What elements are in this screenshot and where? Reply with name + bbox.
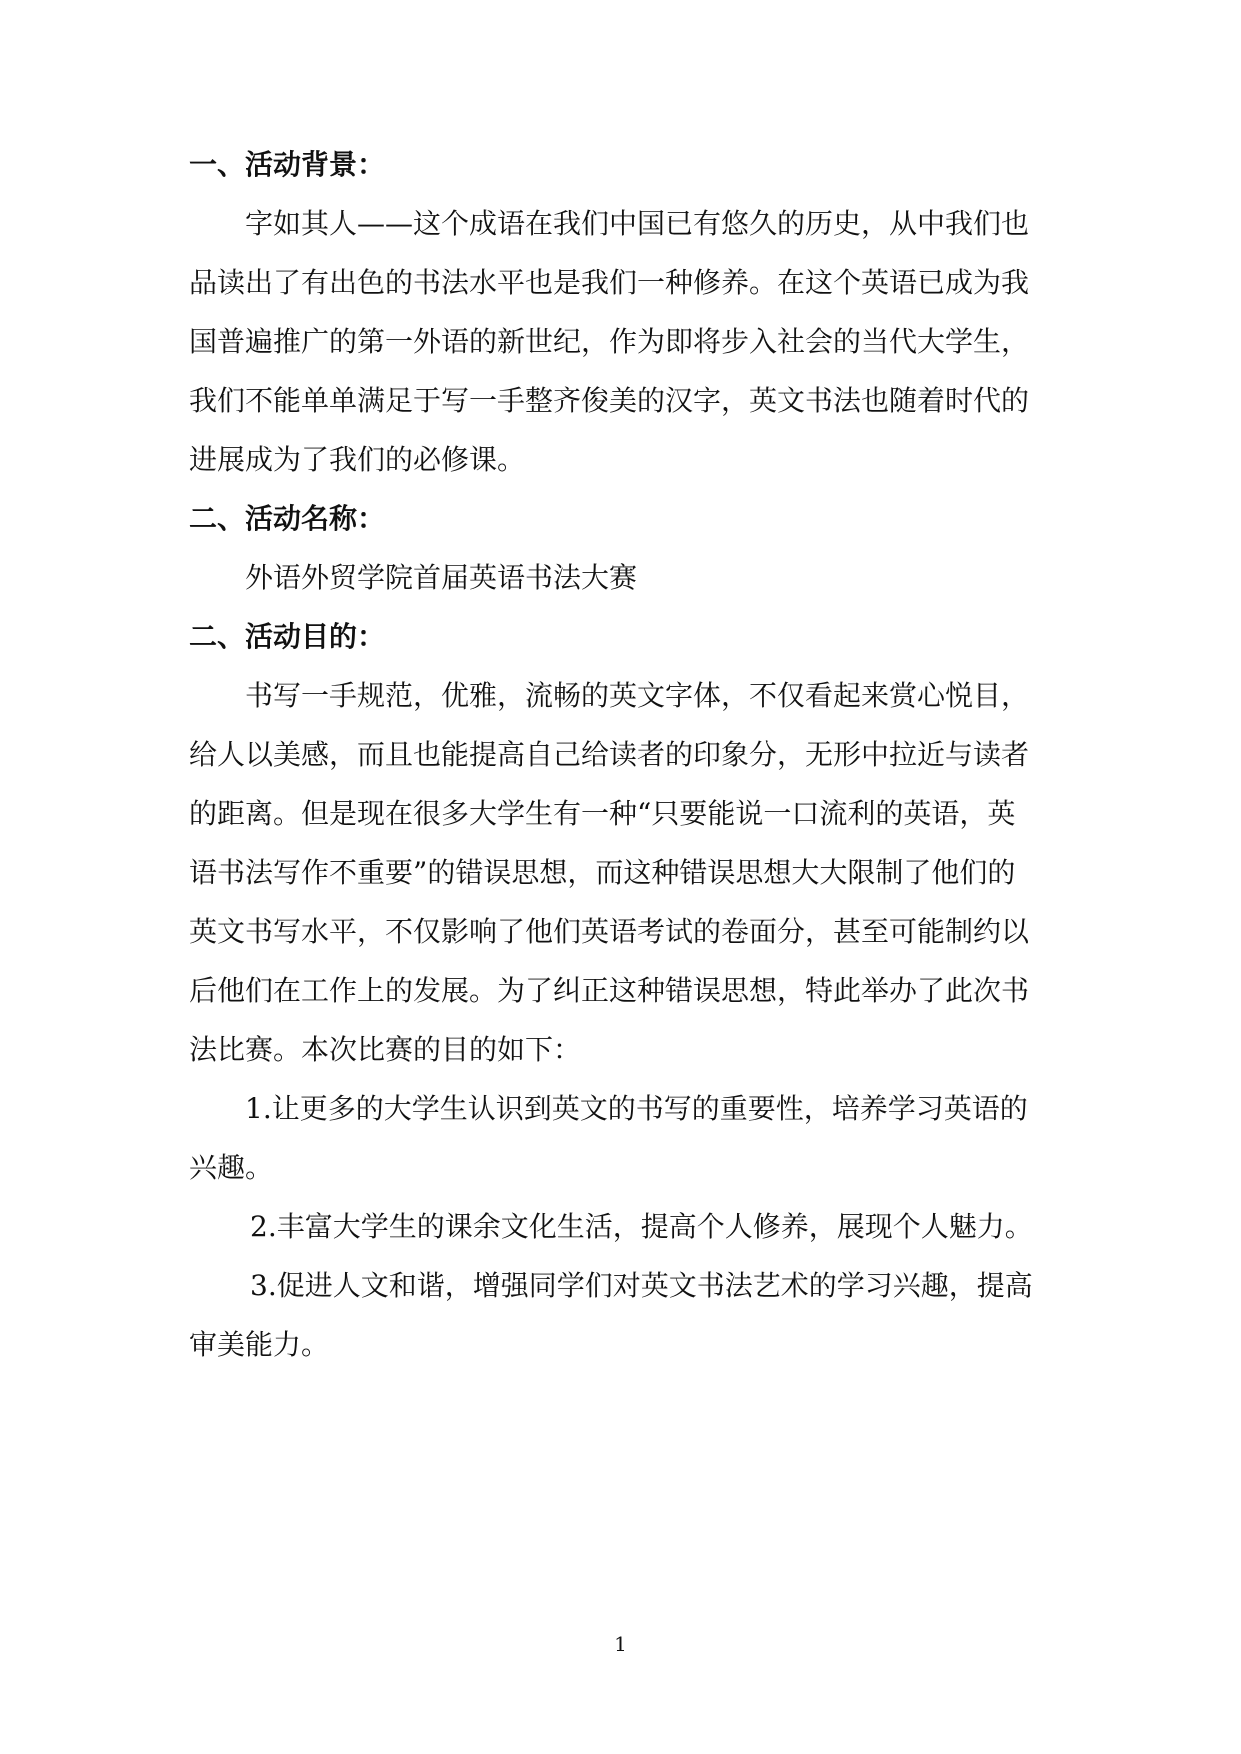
- list-item-line: 审美能力。: [189, 1328, 330, 1361]
- paragraph-line: 品读出了有出色的书法水平也是我们一种修养。在这个英语已成为我: [189, 266, 1030, 299]
- section-heading: 一、活动背景：: [189, 148, 386, 181]
- paragraph-line: 国普遍推广的第一外语的新世纪，作为即将步入社会的当代大学生，: [189, 325, 1030, 358]
- list-item-line: 兴趣。: [189, 1151, 274, 1184]
- paragraph-line: 字如其人——这个成语在我们中国已有悠久的历史，从中我们也: [245, 207, 1030, 240]
- list-item-line: 2.丰富大学生的课余文化生活，提高个人修养，展现个人魅力。: [250, 1210, 1033, 1243]
- paragraph-line: 我们不能单单满足于写一手整齐俊美的汉字，英文书法也随着时代的: [189, 384, 1030, 417]
- section-heading: 二、活动目的：: [189, 620, 386, 653]
- paragraph-line: 语书法写作不重要”的错误思想，而这种错误思想大大限制了他们的: [189, 856, 1016, 889]
- paragraph-line: 英文书写水平，不仅影响了他们英语考试的卷面分，甚至可能制约以: [189, 915, 1030, 948]
- paragraph-line: 给人以美感，而且也能提高自己给读者的印象分，无形中拉近与读者: [189, 738, 1030, 771]
- paragraph-line: 外语外贸学院首届英语书法大赛: [245, 561, 638, 594]
- paragraph-line: 的距离。但是现在很多大学生有一种“只要能说一口流利的英语，英: [189, 797, 1016, 830]
- list-item-line: 3.促进人文和谐，增强同学们对英文书法艺术的学习兴趣，提高: [250, 1269, 1033, 1302]
- paragraph-line: 书写一手规范，优雅，流畅的英文字体，不仅看起来赏心悦目，: [245, 679, 1030, 712]
- paragraph-line: 后他们在工作上的发展。为了纠正这种错误思想，特此举办了此次书: [189, 974, 1030, 1007]
- paragraph-line: 进展成为了我们的必修课。: [189, 443, 526, 476]
- page-number: 1: [614, 1632, 627, 1656]
- list-item-line: 1.让更多的大学生认识到英文的书写的重要性，培养学习英语的: [245, 1092, 1028, 1125]
- paragraph-line: 法比赛。本次比赛的目的如下：: [189, 1033, 582, 1066]
- section-heading: 二、活动名称：: [189, 502, 386, 535]
